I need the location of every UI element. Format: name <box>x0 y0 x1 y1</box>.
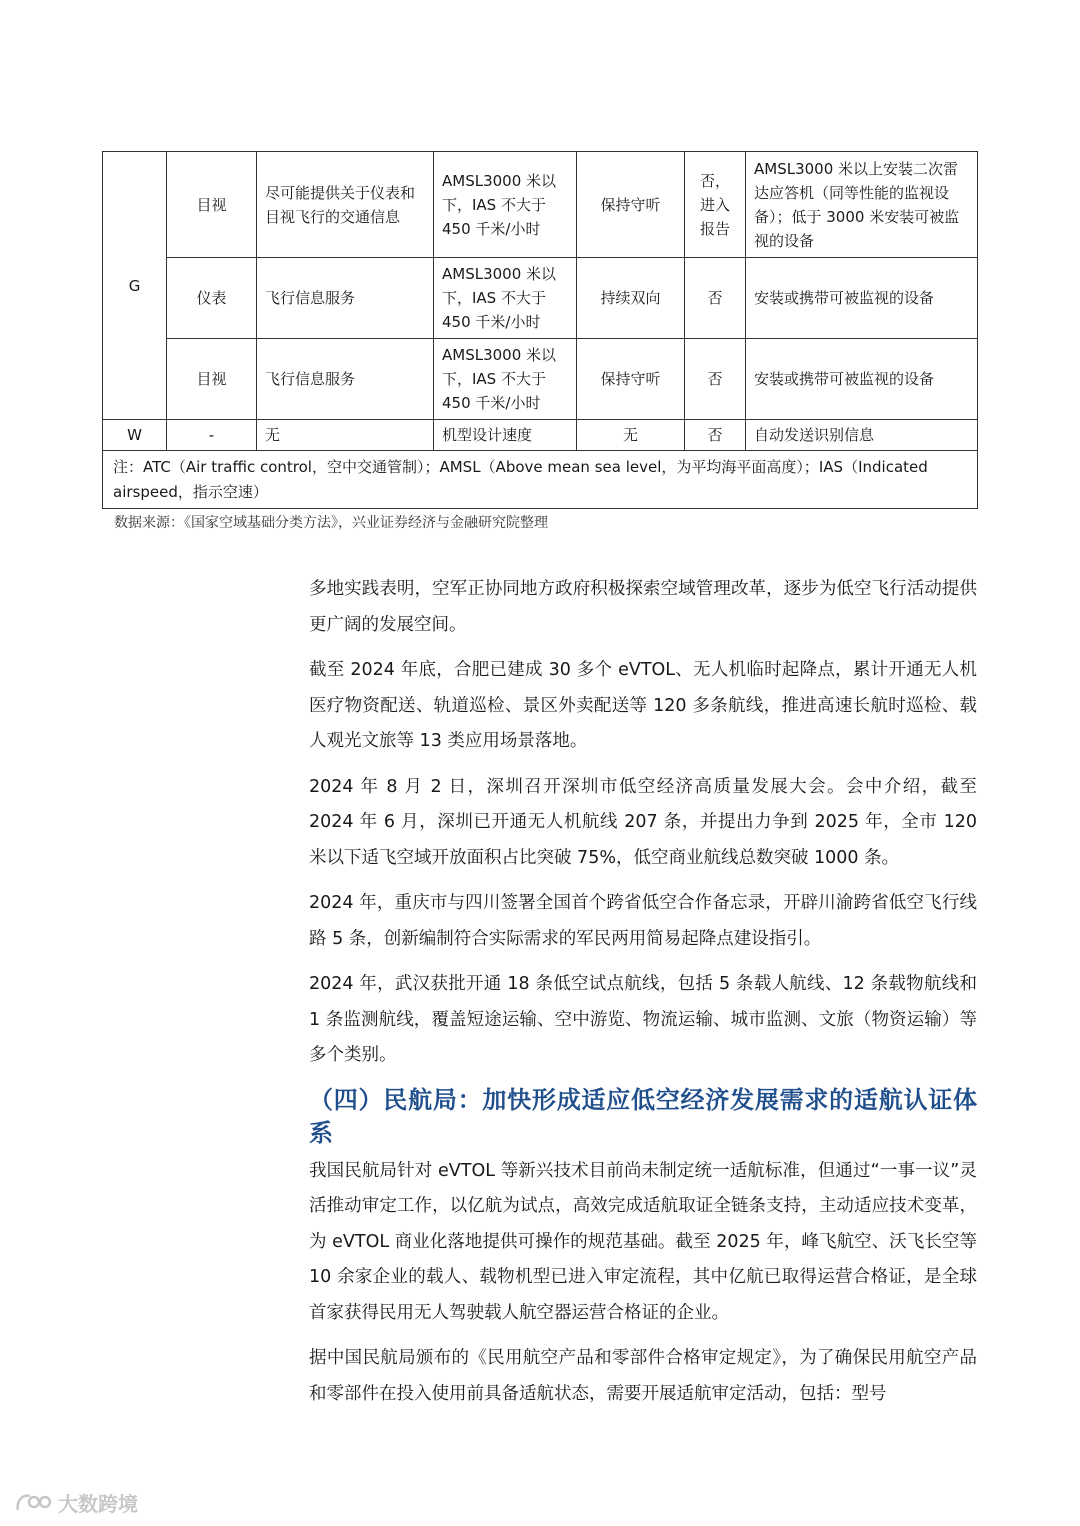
paragraph: 据中国民航局颁布的《民用航空产品和零部件合格审定规定》，为了确保民用航空产品和零部件在投入使用前具备适航状态，需要开展适航审定活动，包括：型号 <box>309 1348 977 1404</box>
communication-cell: 保持守听 <box>577 152 685 258</box>
speed-limit-cell: AMSL3000 米以下，IAS 不大于 450 千米/小时 <box>434 152 577 258</box>
communication-cell: 无 <box>577 420 685 451</box>
service-cell: 飞行信息服务 <box>257 258 434 339</box>
flight-rule-cell: - <box>167 420 257 451</box>
paragraph: 2024 年，重庆市与四川签署全国首个跨省低空合作备忘录，开辟川渝跨省低空飞行线路 5 条，创新编制符合实际需求的军民两用简易起降点建设指引。 <box>309 893 977 949</box>
equipment-cell: 自动发送识别信息 <box>746 420 978 451</box>
equipment-cell: 安装或携带可被监视的设备 <box>746 339 978 420</box>
flight-rule-cell: 目视 <box>167 152 257 258</box>
body-text <box>309 572 977 1422</box>
class-cell: W <box>103 420 167 451</box>
equipment-cell: 安装或携带可被监视的设备 <box>746 258 978 339</box>
atc-cell: 否 <box>685 258 746 339</box>
table-row <box>103 339 978 420</box>
atc-cell: 否 <box>685 339 746 420</box>
atc-cell: 否 <box>685 420 746 451</box>
table-note-row <box>103 451 978 509</box>
communication-cell: 持续双向 <box>577 258 685 339</box>
service-cell: 飞行信息服务 <box>257 339 434 420</box>
watermark-logo-icon <box>14 1490 54 1516</box>
speed-limit-cell: AMSL3000 米以下，IAS 不大于 450 千米/小时 <box>434 339 577 420</box>
equipment-cell: AMSL3000 米以上安装二次雷达应答机（同等性能的监视设备）；低于 3000 米安装可被监视的设备 <box>746 152 978 258</box>
flight-rule-cell: 仪表 <box>167 258 257 339</box>
flight-rule-cell: 目视 <box>167 339 257 420</box>
paragraph: 我国民航局针对 eVTOL 等新兴技术目前尚未制定统一适航标准，但通过“一事一议”灵活推动审定工作，以亿航为试点，高效完成适航取证全链条支持，主动适应技术变革，为 eVTOL 商业化落地提供可操作的规范基础。截至 2025 年，峰飞航空、沃飞长空等 10 余家企业的载人、载物机型已进入审定流程，其中亿航已取得运营合格证，是全球首家获得民用无人驾驶载人航空器运营合格证的企业。 <box>309 1160 977 1323</box>
paragraph: 2024 年，武汉获批开通 18 条低空试点航线，包括 5 条载人航线、12 条载物航线和 1 条监测航线，覆盖短途运输、空中游览、物流运输、城市监测、文旅（物资运输）等多个类别。 <box>309 974 977 1065</box>
communication-cell: 保持守听 <box>577 339 685 420</box>
table-note: 注：ATC（Air traffic control，空中交通管制）；AMSL（Above mean sea level，为平均海平面高度）；IAS（Indicated airspeed，指示空速） <box>103 451 978 509</box>
watermark <box>14 1488 138 1517</box>
class-cell: G <box>103 152 167 420</box>
atc-cell: 否，进入报告 <box>685 152 746 258</box>
service-cell: 无 <box>257 420 434 451</box>
paragraph: 2024 年 8 月 2 日，深圳召开深圳市低空经济高质量发展大会。会中介绍，截至 2024 年 6 月，深圳已开通无人机航线 207 条，并提出力争到 2025 年，全市 120 米以下适飞空域开放面积占比突破 75%，低空商业航线总数突破 1000 条。 <box>309 776 977 868</box>
table-row <box>103 152 978 258</box>
speed-limit-cell: 机型设计速度 <box>434 420 577 451</box>
paragraph: 多地实践表明，空军正协同地方政府积极探索空域管理改革，逐步为低空飞行活动提供更广阔的发展空间。 <box>309 579 977 635</box>
speed-limit-cell: AMSL3000 米以下，IAS 不大于 450 千米/小时 <box>434 258 577 339</box>
table-row <box>103 258 978 339</box>
airspace-table <box>102 151 978 509</box>
paragraph: 截至 2024 年底，合肥已建成 30 多个 eVTOL、无人机临时起降点，累计开通无人机医疗物资配送、轨道巡检、景区外卖配送等 120 多条航线，推进高速长航时巡检、载人观光文旅等 13 类应用场景落地。 <box>309 660 977 751</box>
table-row <box>103 420 978 451</box>
watermark-text: 大数跨境 <box>58 1492 138 1516</box>
data-source: 数据来源：《国家空域基础分类方法》，兴业证券经济与金融研究院整理 <box>114 515 548 531</box>
section-heading: （四）民航局：加快形成适应低空经济发展需求的适航认证体系 <box>309 1085 977 1147</box>
service-cell: 尽可能提供关于仪表和目视飞行的交通信息 <box>257 152 434 258</box>
